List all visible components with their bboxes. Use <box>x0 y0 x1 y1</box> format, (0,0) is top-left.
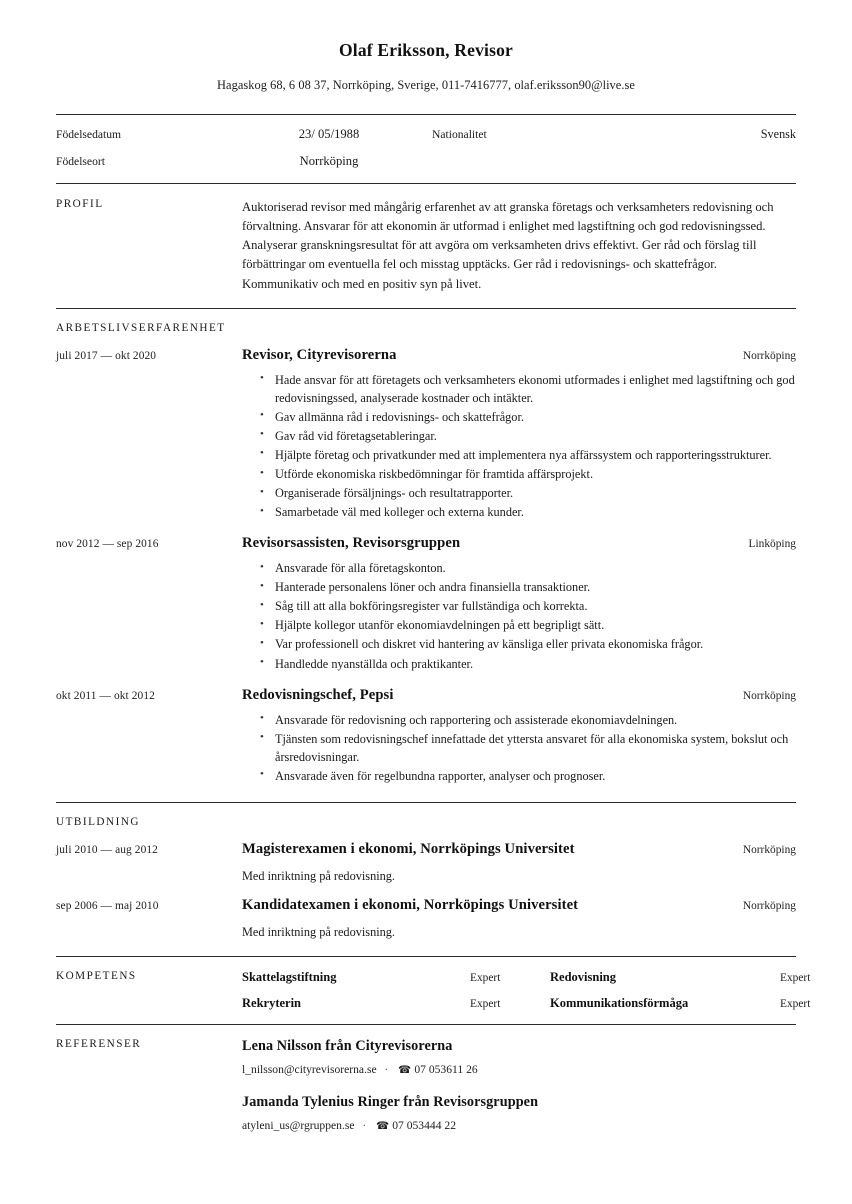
entry-date: sep 2006 — maj 2010 <box>56 899 159 912</box>
entry-main <box>242 535 796 673</box>
reference-phone[interactable]: 07 053444 22 <box>392 1118 456 1132</box>
education-entry <box>56 828 796 884</box>
experience-entry <box>56 334 796 523</box>
reference-name: Lena Nilsson från Cityrevisorerna <box>242 1037 453 1054</box>
list-item: • Ansvarade för alla företagskonton. <box>275 559 796 577</box>
entry-location: Norrköping <box>742 689 796 702</box>
section-title-references: REFERENSER <box>56 1037 142 1050</box>
entry-title: Revisor, Cityrevisorerna <box>242 346 397 363</box>
skills-grid <box>242 970 810 1011</box>
detail-label-birthplace: Födelseort <box>56 155 105 168</box>
entry-location: Norrköping <box>742 899 796 912</box>
detail-row <box>56 154 796 169</box>
skill-name: Kommunikationsförmåga <box>550 995 689 1010</box>
list-item: • Organiserade försäljnings- och resultatrapporter. <box>275 484 796 502</box>
detail-value-birthplace: Norrköping <box>299 154 359 168</box>
entry-title: Revisorsassisten, Revisorsgruppen <box>242 535 461 552</box>
list-item: • Handledde nyanställda och praktikanter. <box>275 655 796 673</box>
references-section <box>56 1025 796 1132</box>
reference-email[interactable]: atyleni_us@rgruppen.se <box>242 1118 355 1132</box>
education-section <box>56 803 796 956</box>
reference-separator: · <box>362 1118 367 1132</box>
references-label-col <box>56 1038 242 1132</box>
entry-title: Redovisningschef, Pepsi <box>242 686 394 703</box>
section-title-education: UTBILDNING <box>56 815 140 828</box>
resume-header <box>56 0 796 93</box>
education-entry <box>56 884 796 940</box>
entry-main <box>242 841 796 884</box>
entry-topline <box>242 897 796 914</box>
list-item: • Såg till att alla bokföringsregister var fullständiga och korrekta. <box>275 597 796 615</box>
entry-note: Med inriktning på redovisning. <box>242 924 396 939</box>
entry-location: Norrköping <box>742 349 796 362</box>
detail-label-birthdate: Födelsedatum <box>56 128 122 141</box>
entry-title: Magisterexamen i ekonomi, Norrköpings Universitet <box>242 840 575 857</box>
list-item: • Hanterade personalens löner och andra finansiella transaktioner. <box>275 578 796 596</box>
list-item: • Ansvarade även för regelbundna rapporter, analyser och prognoser. <box>275 767 796 785</box>
entry-bullet-list <box>242 559 796 673</box>
skill-level: Expert <box>780 971 811 984</box>
section-title-skills: KOMPETENS <box>56 969 137 982</box>
list-item: • Tjänsten som redovisningschef innefattade det yttersta ansvaret för alla ekonomiska system, bokslut och årsredovisningar. <box>275 730 796 766</box>
skills-label-col <box>56 970 242 1011</box>
detail-row <box>56 127 796 142</box>
entry-main <box>242 347 796 523</box>
entry-topline <box>242 687 796 704</box>
entry-date: okt 2011 — okt 2012 <box>56 689 155 702</box>
entry-date: juli 2017 — okt 2020 <box>56 349 157 362</box>
section-title-experience: ARBETSLIVSERFARENHET <box>56 321 226 334</box>
reference-contact <box>242 1063 796 1076</box>
skill-name: Redovisning <box>550 969 616 984</box>
entry-main <box>242 897 796 940</box>
skill-row <box>242 970 810 985</box>
profile-section <box>56 184 796 308</box>
skill-row <box>242 996 810 1011</box>
education-label-col <box>56 816 242 828</box>
entry-bullet-list <box>242 711 796 786</box>
experience-entry <box>56 522 796 673</box>
profile-body-col <box>242 198 796 294</box>
profile-label-col <box>56 198 242 294</box>
list-item: • Hjälpte kollegor utanför ekonomiavdelningen på ett begripligt sätt. <box>275 616 796 634</box>
list-item: • Hjälpte företag och privatkunder med att implementera nya affärssystem och rapporteringsstrukturer. <box>275 446 796 464</box>
list-item: • Ansvarade för redovisning och rapportering och assisterade ekonomiavdelningen. <box>275 711 796 729</box>
contact-line: Hagaskog 68, 6 08 37, Norrköping, Sverige, 011-7416777, olaf.eriksson90@live.se <box>217 78 635 92</box>
skill-name: Rekryterin <box>242 995 302 1010</box>
experience-section <box>56 309 796 802</box>
list-item: • Var professionell och diskret vid hantering av känsliga eller privata ekonomiska frågor. <box>275 635 796 653</box>
list-item: • Hade ansvar för att företagets och verksamheters ekonomi utformades i enlighet med lagstiftning och god redovisningssed, analyserade kostnader och intäkter. <box>275 371 796 407</box>
detail-value-birthdate: 23/ 05/1988 <box>298 127 360 141</box>
list-item: • Gav allmänna råd i redovisnings- och skattefrågor. <box>275 408 796 426</box>
reference-contact <box>242 1119 796 1132</box>
entry-location: Norrköping <box>742 843 796 856</box>
page-title: Olaf Eriksson, Revisor <box>338 40 514 60</box>
entry-bullet-list <box>242 371 796 523</box>
list-item: • Samarbetade väl med kolleger och externa kunder. <box>275 503 796 521</box>
reference-phone[interactable]: 07 053611 26 <box>414 1062 478 1076</box>
references-list <box>242 1038 796 1132</box>
reference-item <box>242 1038 796 1076</box>
detail-label-nationality: Nationalitet <box>432 128 487 141</box>
entry-main <box>242 687 796 786</box>
skill-name: Skattelagstiftning <box>242 969 337 984</box>
experience-title-row <box>56 322 796 334</box>
entry-topline <box>242 841 796 858</box>
personal-details-section <box>56 115 796 183</box>
reference-separator: · <box>384 1062 389 1076</box>
list-item: • Utförde ekonomiska riskbedömningar för framtida affärsprojekt. <box>275 465 796 483</box>
phone-icon: ☎ <box>376 1120 390 1132</box>
entry-topline <box>242 535 796 552</box>
phone-icon: ☎ <box>398 1064 412 1076</box>
skill-level: Expert <box>470 997 501 1010</box>
skill-level: Expert <box>470 971 501 984</box>
entry-date: juli 2010 — aug 2012 <box>56 843 158 856</box>
skills-section <box>56 957 811 1024</box>
detail-value-nationality: Svensk <box>760 127 796 141</box>
entry-location: Linköping <box>748 538 796 551</box>
entry-date: nov 2012 — sep 2016 <box>56 538 159 551</box>
reference-email[interactable]: l_nilsson@cityrevisorerna.se <box>242 1062 377 1076</box>
entry-topline <box>242 347 796 364</box>
profile-text: Auktoriserad revisor med mångårig erfarenhet av att granska företags och verksamheters redovisning och förvaltning. Ansvarar för att ekonomin är utformad i enlighet med lagstiftning och god redovisningssed. Analyserar granskningsresultat för att avgöra om verksamheten drivs effektivt. Ger råd och förslag till förbättringar om eventuella fel och misstag upptäcks. Ger råd i redovisnings- och skattefrågor. Kommunikativ och med en positiv syn på livet. <box>242 200 774 291</box>
entry-title: Kandidatexamen i ekonomi, Norrköpings Universitet <box>242 896 579 913</box>
list-item: • Gav råd vid företagsetableringar. <box>275 427 796 445</box>
experience-entry <box>56 674 796 786</box>
reference-name: Jamanda Tylenius Ringer från Revisorsgruppen <box>242 1093 539 1110</box>
skill-level: Expert <box>780 997 811 1010</box>
entry-note: Med inriktning på redovisning. <box>242 868 396 883</box>
experience-label-col <box>56 322 242 334</box>
reference-item <box>242 1094 796 1132</box>
education-title-row <box>56 816 796 828</box>
section-title-profile: PROFIL <box>56 198 104 210</box>
